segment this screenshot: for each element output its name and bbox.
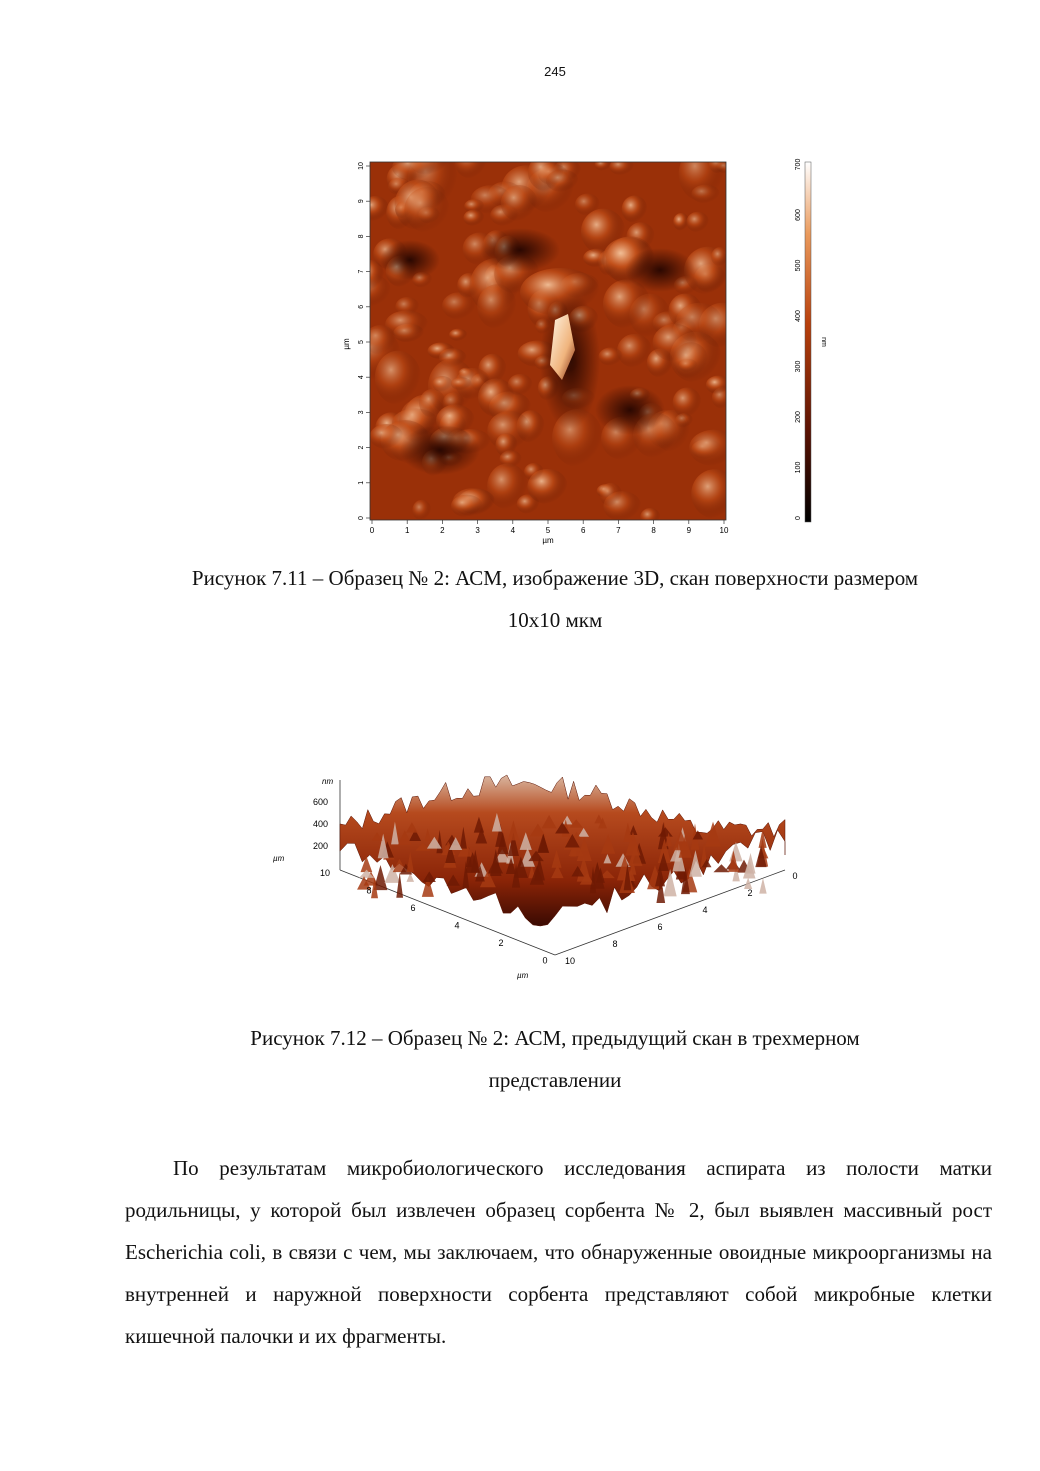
y-tick-label: 0: [358, 516, 365, 520]
left-axis-tick-label: 8: [366, 885, 372, 896]
x-axis-unit: µm: [542, 536, 554, 545]
left-axis-tick-label: 6: [410, 903, 416, 913]
colorbar: [805, 162, 811, 522]
y-tick-label: 3: [358, 410, 365, 415]
colorbar-tick-label: 200: [795, 411, 802, 423]
left-axis-tick-label: 0: [542, 955, 548, 966]
colorbar-tick-label: 300: [795, 360, 802, 373]
x-tick-label: 7: [616, 526, 621, 535]
x-tick-label: 8: [651, 526, 656, 535]
y-tick-label: 2: [358, 445, 365, 450]
right-axis-tick-label: 8: [612, 939, 618, 949]
z-axis-ticks: [313, 797, 328, 851]
x-tick-label: 6: [580, 526, 586, 535]
x-tick-label: 3: [475, 526, 480, 535]
x-tick-label: 5: [545, 526, 551, 535]
page-number: 245: [544, 64, 566, 79]
body-paragraph: По результатам микробиологического исследования аспирата из полости матки родильницы, у которой был извлечен образец сорбента № 2, был выявлен массивный рост Escherichia coli, в связи с чем, мы заключаем, что обнаруженные овоидные микроорганизмы на внутренней и наружной поверхности сорбента представляют собой микробные клетки кишечной палочки и их фрагменты.: [125, 1156, 992, 1348]
z-tick-label: 400: [313, 819, 329, 829]
figure-7-12-caption: [0, 1017, 1040, 1101]
y-axis-unit: µm: [342, 338, 351, 350]
height-map: [354, 150, 746, 526]
afm-2d-scan-figure: [330, 150, 830, 550]
colorbar-tick-label: 700: [795, 158, 802, 171]
colorbar-tick-label: 500: [795, 259, 802, 272]
y-axis-ticks: [358, 162, 370, 520]
y-tick-label: 10: [358, 162, 365, 170]
figure-7-11-caption: [0, 557, 1040, 641]
x-tick-label: 9: [686, 526, 692, 535]
x-tick-label: 2: [440, 526, 445, 535]
y-tick-label: 7: [358, 269, 365, 274]
y-tick-label: 9: [358, 199, 365, 204]
right-axis-tick-label: 10: [564, 956, 576, 966]
y-tick-label: 4: [358, 375, 365, 380]
colorbar-unit: nm: [820, 337, 827, 347]
y-tick-label: 6: [358, 304, 365, 309]
colorbar-tick-label: 0: [795, 516, 802, 520]
x-tick-label: 10: [719, 526, 729, 535]
colorbar-tick-label: 600: [795, 209, 802, 221]
surface-mesh: [340, 775, 785, 926]
x-tick-label: 0: [369, 526, 375, 535]
x-tick-label: 1: [404, 526, 410, 535]
z-axis-unit: nm: [322, 777, 334, 786]
caption-line: Рисунок 7.11 – Образец № 2: АСМ, изображение 3D, скан поверхности размером: [191, 566, 919, 590]
caption-line: Рисунок 7.12 – Образец № 2: АСМ, предыдущий скан в трехмерном: [250, 1026, 860, 1050]
colorbar-tick-label: 400: [795, 310, 802, 322]
bottom-axis-unit: µm: [517, 971, 529, 980]
left-axis-tick-label: 4: [454, 920, 460, 931]
colorbar-ticks: [795, 159, 802, 520]
caption-line: 10х10 мкм: [507, 608, 603, 632]
right-axis-tick-label: 0: [792, 871, 798, 881]
surface-peak: [759, 878, 766, 894]
right-axis-tick-label: 6: [657, 922, 663, 932]
left-axis-tick-label: 2: [498, 938, 504, 948]
surface-peak: [745, 853, 755, 874]
colorbar-tick-label: 100: [795, 461, 802, 474]
y-tick-label: 8: [358, 234, 365, 239]
z-tick-label: 200: [313, 841, 329, 851]
x-tick-label: 4: [510, 526, 516, 535]
left-axis-unit: µm: [273, 854, 285, 863]
right-axis-tick-label: 2: [747, 888, 753, 898]
y-tick-label: 5: [358, 340, 365, 344]
right-axis-tick-label: 4: [702, 905, 708, 915]
y-tick-label: 1: [358, 480, 365, 485]
left-axis-tick-label: 10: [319, 868, 331, 878]
z-tick-label: 600: [313, 797, 329, 807]
x-axis-ticks: [370, 520, 729, 535]
afm-3d-surface-figure: [265, 730, 825, 990]
caption-line: представлении: [488, 1068, 622, 1092]
